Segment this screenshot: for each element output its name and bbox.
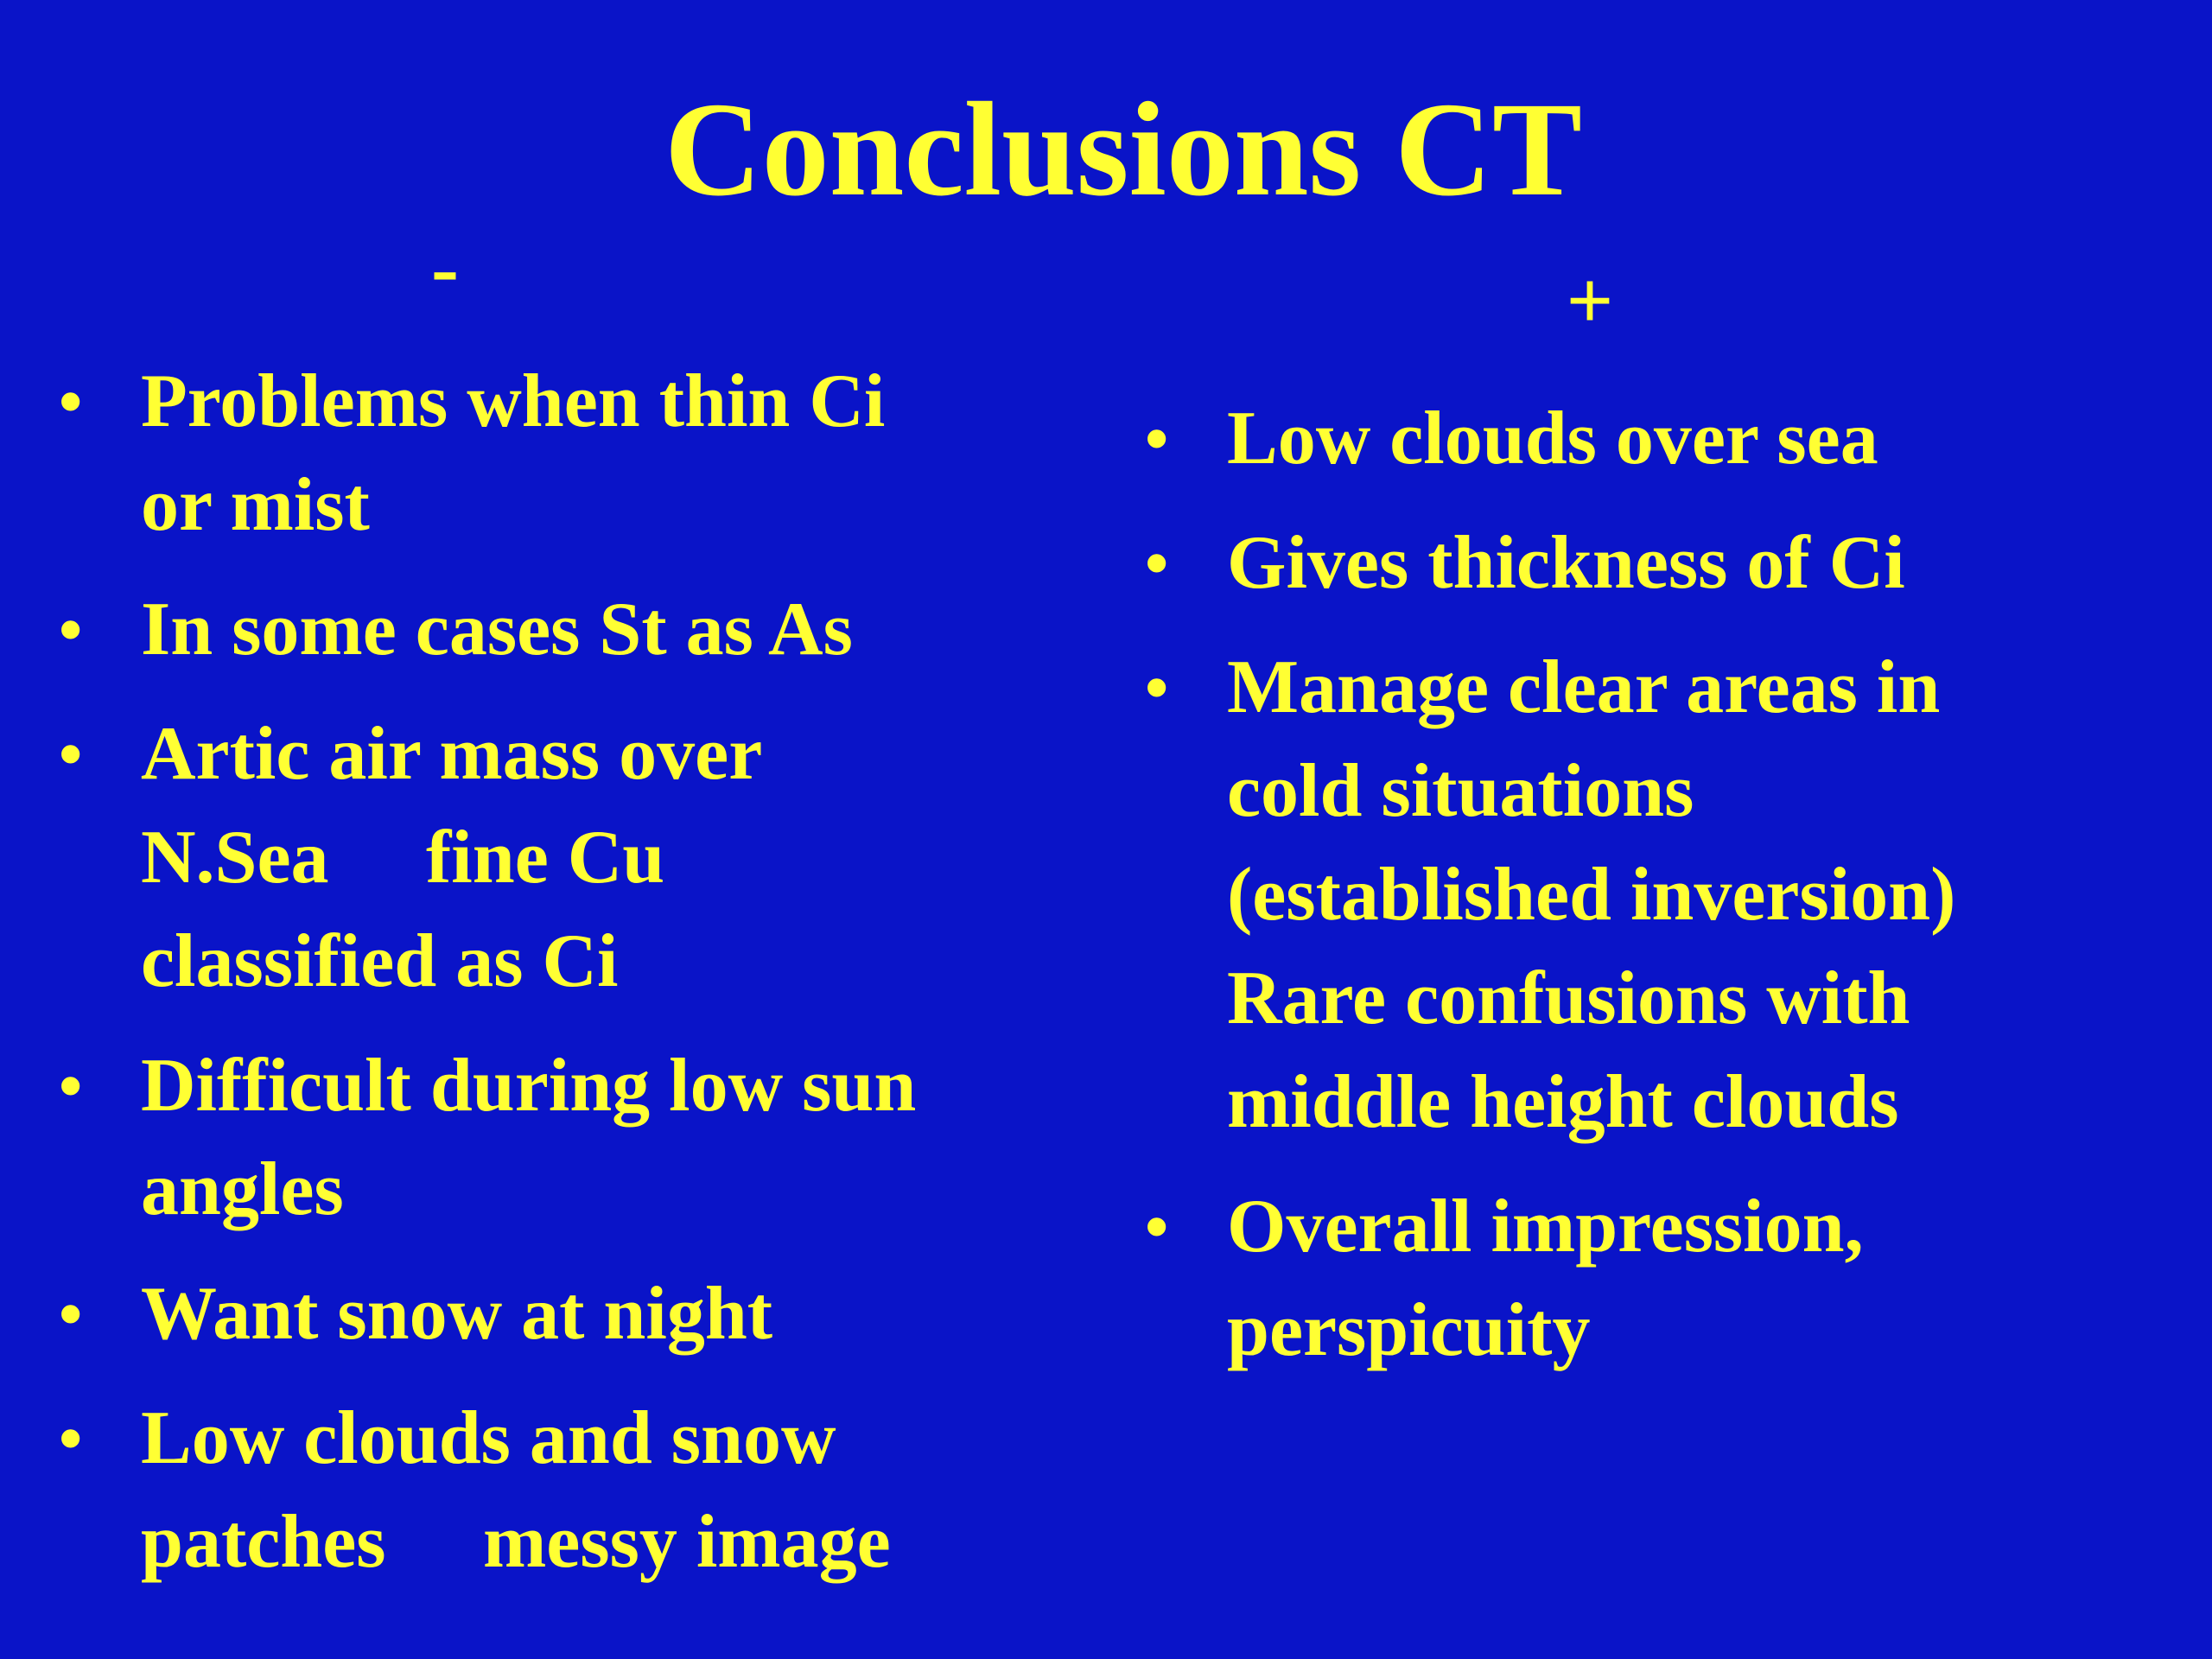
list-item (59, 1387, 1139, 1594)
list-item (1145, 387, 2182, 491)
list-item-text: Artic air mass over N.Sea   fine Cu classified as Ci (141, 712, 763, 1003)
list-item (1145, 636, 2182, 1154)
list-item (59, 702, 1139, 1014)
bullet-icon: • (1145, 1189, 1169, 1264)
bullet-icon: • (59, 716, 83, 791)
list-item (59, 1262, 1139, 1366)
bullet-icon: • (59, 1401, 83, 1476)
list-item (59, 1034, 1139, 1242)
list-item-text: Low clouds over sea (1227, 397, 1878, 480)
bullet-icon: • (1145, 401, 1169, 476)
list-item-text: Difficult during low sun angles (141, 1044, 917, 1231)
bullet-icon: • (59, 1276, 83, 1351)
bullet-icon: • (59, 364, 83, 439)
bullet-icon: • (59, 592, 83, 667)
list-item-text: Low clouds and snow patches   messy image (141, 1396, 891, 1584)
list-item-text: Want snow at night (141, 1272, 773, 1356)
list-item (59, 350, 1139, 557)
list-item-text: In some cases St as As (141, 588, 853, 671)
list-item-text: Overall impression, perspicuity (1227, 1185, 1864, 1372)
bullet-icon: • (59, 1048, 83, 1123)
bullet-icon: • (1145, 525, 1169, 601)
list-item-text: Gives thickness of Ci (1227, 521, 1905, 605)
slide-title: Conclusions CT (664, 74, 1582, 224)
list-item (1145, 512, 2182, 615)
list-item-text: Manage clear areas in cold situations (established inversion) Rare confusions with middle height clouds (1227, 645, 1956, 1144)
bullet-icon: • (1145, 650, 1169, 725)
list-item (1145, 1175, 2182, 1382)
list-item (59, 578, 1139, 682)
list-item-text: Problems when thin Ci or mist (141, 359, 886, 547)
pros-list (1145, 387, 2182, 1403)
cons-heading: - (431, 221, 459, 314)
pros-heading: + (1566, 254, 1614, 346)
cons-list (59, 350, 1139, 1615)
